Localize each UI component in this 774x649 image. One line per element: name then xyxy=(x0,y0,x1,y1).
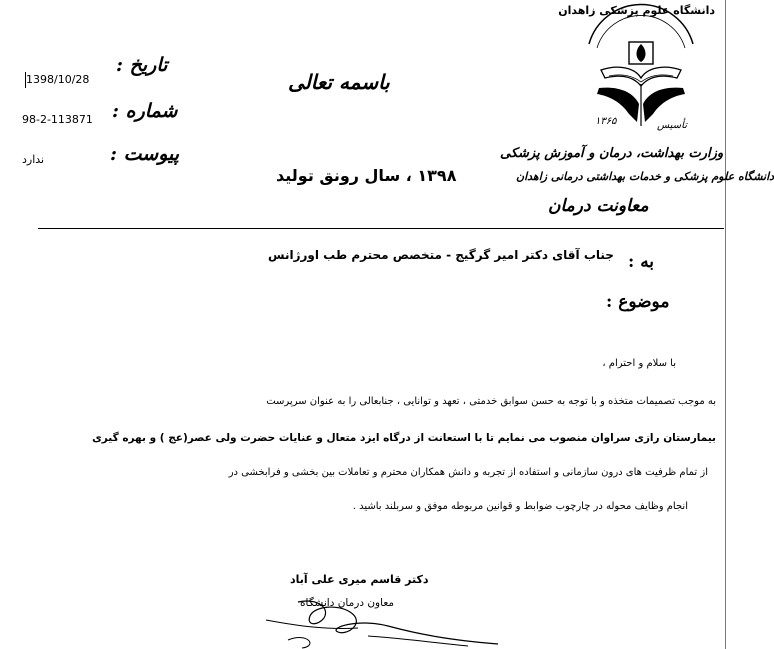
deputy-treatment: معاونت درمان xyxy=(548,196,649,216)
bismillah-heading: باسمه تعالی xyxy=(288,70,390,94)
logo-established-label: تأسیس xyxy=(657,120,687,131)
page-edge xyxy=(725,0,726,649)
body-line-2: بیمارستان رازی سراوان منصوب می نمایم تا با استعانت از درگاه ایزد متعال و عنایات حضرت ولی عصر(عج ) و بهره گیری xyxy=(92,432,716,444)
body-line-1: به موجب تصمیمات متخذه و با توجه به حسن سوابق خدمتی ، تعهد و توانایی ، جنابعالی را به عنوان سرپرست xyxy=(266,396,716,407)
date-label: تاریخ : xyxy=(116,54,168,76)
subject-label: موضوع : xyxy=(606,292,670,312)
logo-university-name: دانشگاه علوم پزشکی زاهدان xyxy=(558,4,715,17)
to-label: به : xyxy=(628,252,655,272)
recipient-line: جناب آقای دکتر امیر گرگیج - متخصص محترم طب اورژانس xyxy=(268,248,614,262)
university-logo xyxy=(558,4,715,144)
attachment-label: پیوست : xyxy=(110,143,180,165)
university-emblem-icon xyxy=(579,18,703,128)
date-value: 1398/10/28 xyxy=(26,73,90,86)
signer-title: معاون درمان دانشگاه xyxy=(300,597,395,609)
attachment-value: ندارد xyxy=(22,153,45,166)
body-line-3: از تمام ظرفیت های درون سازمانی و استفاده از تجربه و دانش همکاران محترم و تعاملات بین بخشی و فرابخشی در xyxy=(228,467,708,478)
logo-established-year: ۱۳۶۵ xyxy=(595,116,617,127)
number-label: شماره : xyxy=(112,100,178,122)
body-greeting: با سلام و احترام ، xyxy=(602,358,676,369)
header-divider xyxy=(38,228,724,229)
year-slogan: ۱۳۹۸ ، سال رونق تولید xyxy=(276,166,457,185)
number-value: 98-2-113871 xyxy=(22,113,93,126)
ministry-name: وزارت بهداشت، درمان و آموزش پزشکی xyxy=(500,146,724,161)
university-full-name: دانشگاه علوم پزشکی و خدمات بهداشتی درمانی زاهدان xyxy=(516,170,774,183)
signature-scribble xyxy=(258,596,508,649)
body-line-4: انجام وظایف محوله در چارچوب ضوابط و قوانین مربوطه موفق و سربلند باشید . xyxy=(352,501,688,512)
signer-name: دکتر قاسم میری علی آباد xyxy=(290,573,429,586)
